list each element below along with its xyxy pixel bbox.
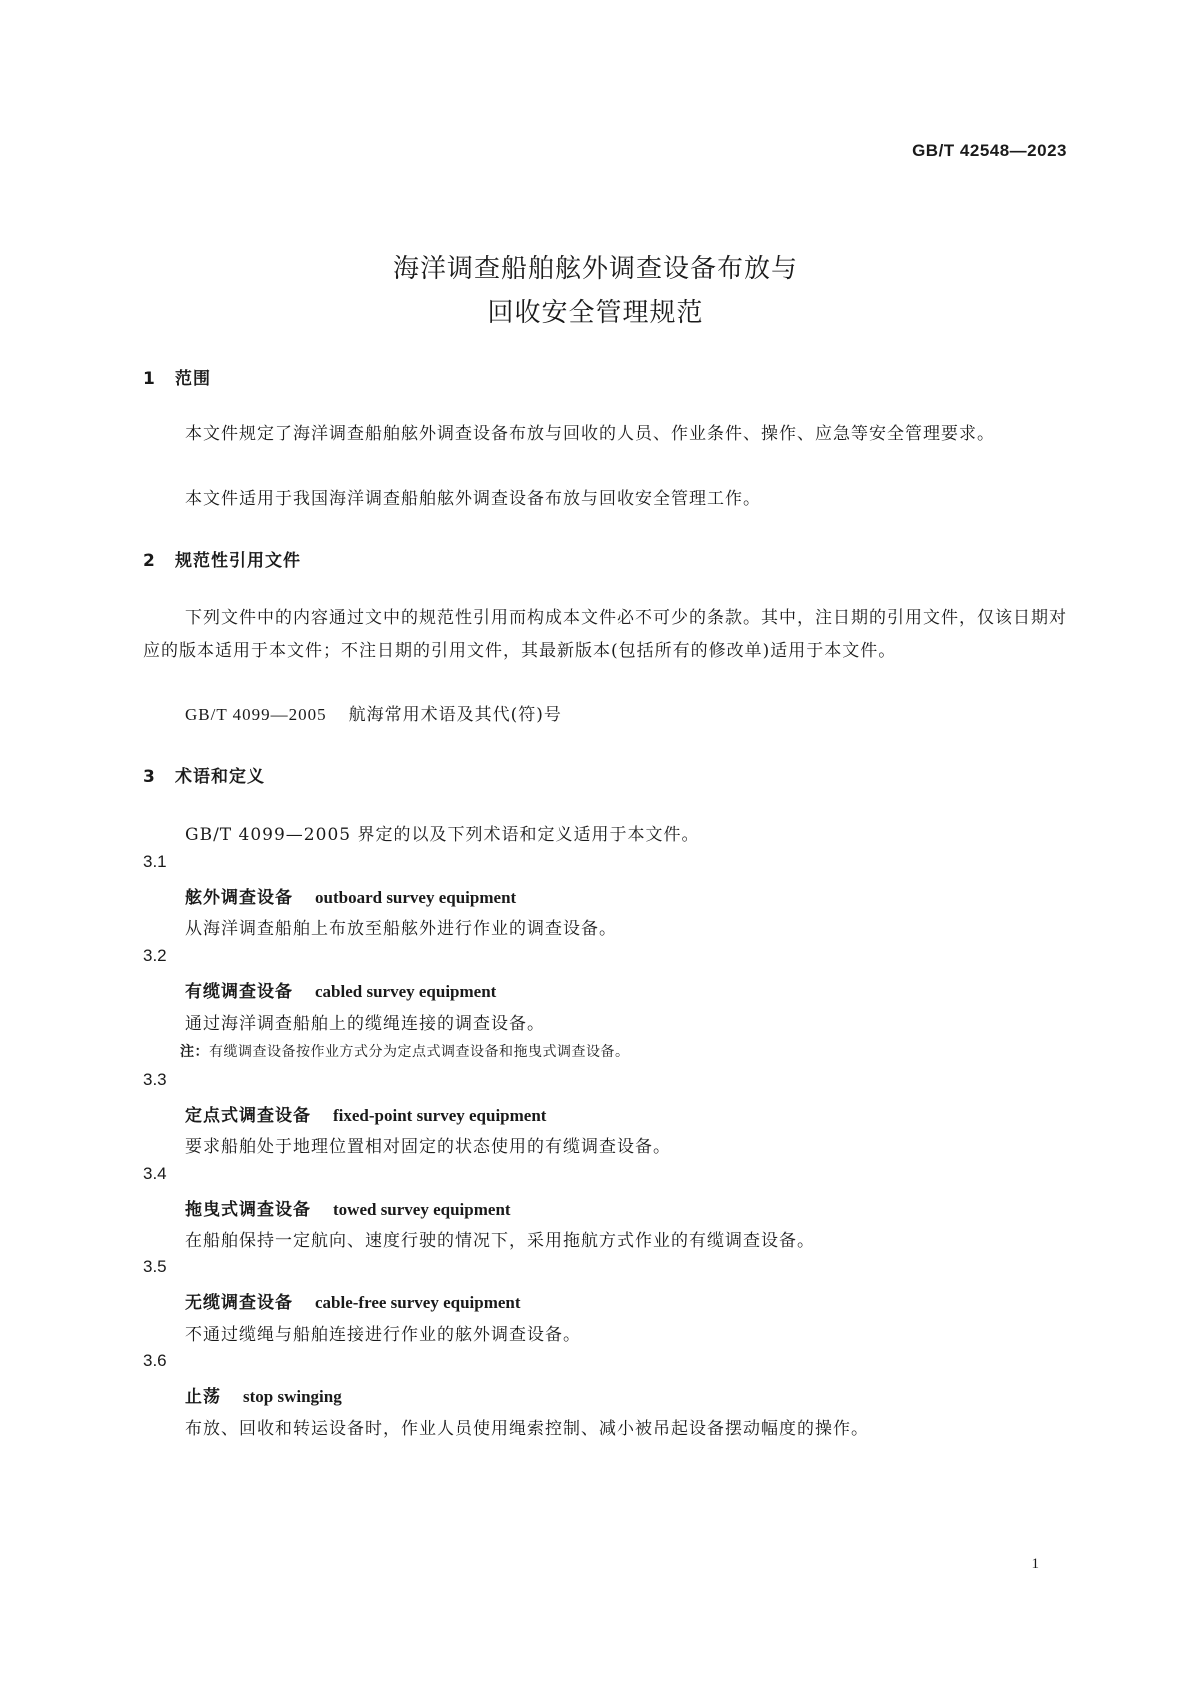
term-definition: 从海洋调查船舶上布放至船舷外进行作业的调查设备。 xyxy=(185,919,617,939)
term-entry xyxy=(185,1382,342,1407)
term-number: 3.3 xyxy=(143,1070,167,1089)
page-number: 1 xyxy=(1031,1556,1039,1572)
section-number: 3 xyxy=(143,767,156,787)
document-title-line1: 海洋调查船舶舷外调查设备布放与 xyxy=(392,254,798,284)
term-definition: 布放、回收和转运设备时，作业人员使用绳索控制、减小被吊起设备摆动幅度的操作。 xyxy=(185,1419,869,1439)
term-en: stop swinging xyxy=(243,1387,342,1406)
term-en: fixed-point survey equipment xyxy=(333,1106,547,1125)
term-zh: 有缆调查设备 xyxy=(185,982,293,1002)
section-title: 范围 xyxy=(175,369,211,389)
document-title-line2: 回收安全管理规范 xyxy=(487,298,704,328)
term-definition: 通过海洋调查船舶上的缆绳连接的调查设备。 xyxy=(185,1014,545,1034)
term-number: 3.2 xyxy=(143,946,167,965)
section-number: 1 xyxy=(143,369,156,389)
term-note xyxy=(180,1041,630,1061)
term-definition: 要求船舶处于地理位置相对固定的状态使用的有缆调查设备。 xyxy=(185,1137,671,1157)
term-zh: 止荡 xyxy=(185,1387,221,1407)
term-zh: 舷外调查设备 xyxy=(185,888,293,908)
term-zh: 拖曳式调查设备 xyxy=(185,1200,311,1220)
term-entry xyxy=(185,1101,546,1126)
reference-code: GB/T 4099—2005 xyxy=(185,705,327,724)
section-1-paragraph-1: 本文件规定了海洋调查船舶舷外调查设备布放与回收的人员、作业条件、操作、应急等安全管理要求。 xyxy=(185,424,995,444)
term-entry xyxy=(185,977,496,1002)
note-text: 有缆调查设备按作业方式分为定点式调查设备和拖曳式调查设备。 xyxy=(209,1044,630,1060)
term-zh: 定点式调查设备 xyxy=(185,1106,311,1126)
term-number: 3.1 xyxy=(143,852,167,871)
term-number: 3.5 xyxy=(143,1257,167,1276)
section-3-intro: GB/T 4099—2005 界定的以及下列术语和定义适用于本文件。 xyxy=(185,825,700,845)
term-en: towed survey equipment xyxy=(333,1200,511,1219)
section-1-heading xyxy=(143,364,211,389)
standard-code: GB/T 42548—2023 xyxy=(912,141,1067,160)
term-en: outboard survey equipment xyxy=(315,888,517,907)
term-definition: 不通过缆绳与船舶连接进行作业的舷外调查设备。 xyxy=(185,1325,581,1345)
section-3-heading xyxy=(143,762,265,787)
section-2-paragraph-1: 下列文件中的内容通过文中的规范性引用而构成本文件必不可少的条款。其中，注日期的引用文件，仅该日期对应的版本适用于本文件；不注日期的引用文件，其最新版本(包括所有的修改单)适用于本文件。 xyxy=(143,608,1067,661)
section-1-paragraph-2: 本文件适用于我国海洋调查船舶舷外调查设备布放与回收安全管理工作。 xyxy=(185,489,761,509)
term-entry xyxy=(185,883,516,908)
normative-reference xyxy=(185,700,562,725)
section-title: 术语和定义 xyxy=(175,767,265,787)
section-2-heading xyxy=(143,546,301,571)
term-definition: 在船舶保持一定航向、速度行驶的情况下，采用拖航方式作业的有缆调查设备。 xyxy=(185,1231,815,1251)
term-en: cabled survey equipment xyxy=(315,982,497,1001)
note-label: 注： xyxy=(180,1044,209,1060)
term-entry xyxy=(185,1195,511,1220)
section-number: 2 xyxy=(143,551,156,571)
term-number: 3.4 xyxy=(143,1164,167,1183)
reference-title: 航海常用术语及其代(符)号 xyxy=(348,705,562,725)
term-en: cable-free survey equipment xyxy=(315,1293,521,1312)
section-title: 规范性引用文件 xyxy=(175,551,301,571)
term-entry xyxy=(185,1288,521,1313)
term-zh: 无缆调查设备 xyxy=(185,1293,293,1313)
term-number: 3.6 xyxy=(143,1351,167,1370)
